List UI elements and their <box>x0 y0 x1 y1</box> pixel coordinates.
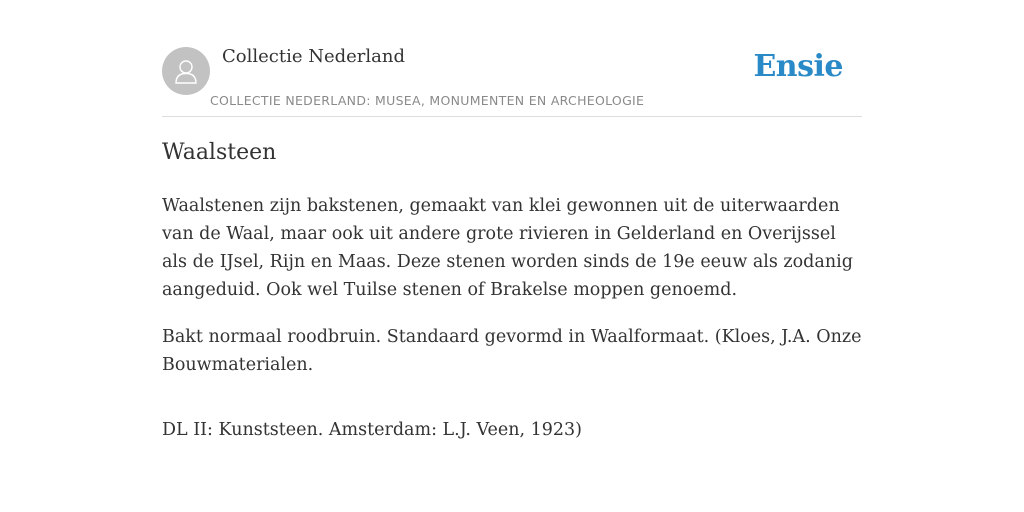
author-name[interactable]: Collectie Nederland <box>222 46 406 67</box>
author-avatar[interactable] <box>162 47 210 95</box>
article-title: Waalsteen <box>162 140 277 165</box>
ensie-logo[interactable]: Ensie <box>753 49 843 84</box>
article-paragraph: Waalstenen zijn bakstenen, gemaakt van klei gewonnen uit de uiterwaarden van de Waal, maar ook uit andere grote rivieren in Gelderland en Overijssel als de IJsel, Rijn en Maas. Deze stenen worden sinds de 19e eeuw als zodanig aangeduid. Ook wel Tuilse stenen of Brakelse moppen genoemd. <box>162 196 853 300</box>
user-icon <box>171 56 201 86</box>
page-header <box>162 40 862 117</box>
article-paragraph: Bakt normaal roodbruin. Standaard gevormd in Waalformaat. (Kloes, J.A. Onze Bouwmaterialen. <box>162 327 862 375</box>
source-site-link[interactable]: COLLECTIE NEDERLAND: MUSEA, MONUMENTEN EN ARCHEOLOGIE <box>210 93 645 108</box>
article-paragraph: DL II: Kunststeen. Amsterdam: L.J. Veen, 1923) <box>162 420 582 440</box>
article-body <box>162 192 862 463</box>
